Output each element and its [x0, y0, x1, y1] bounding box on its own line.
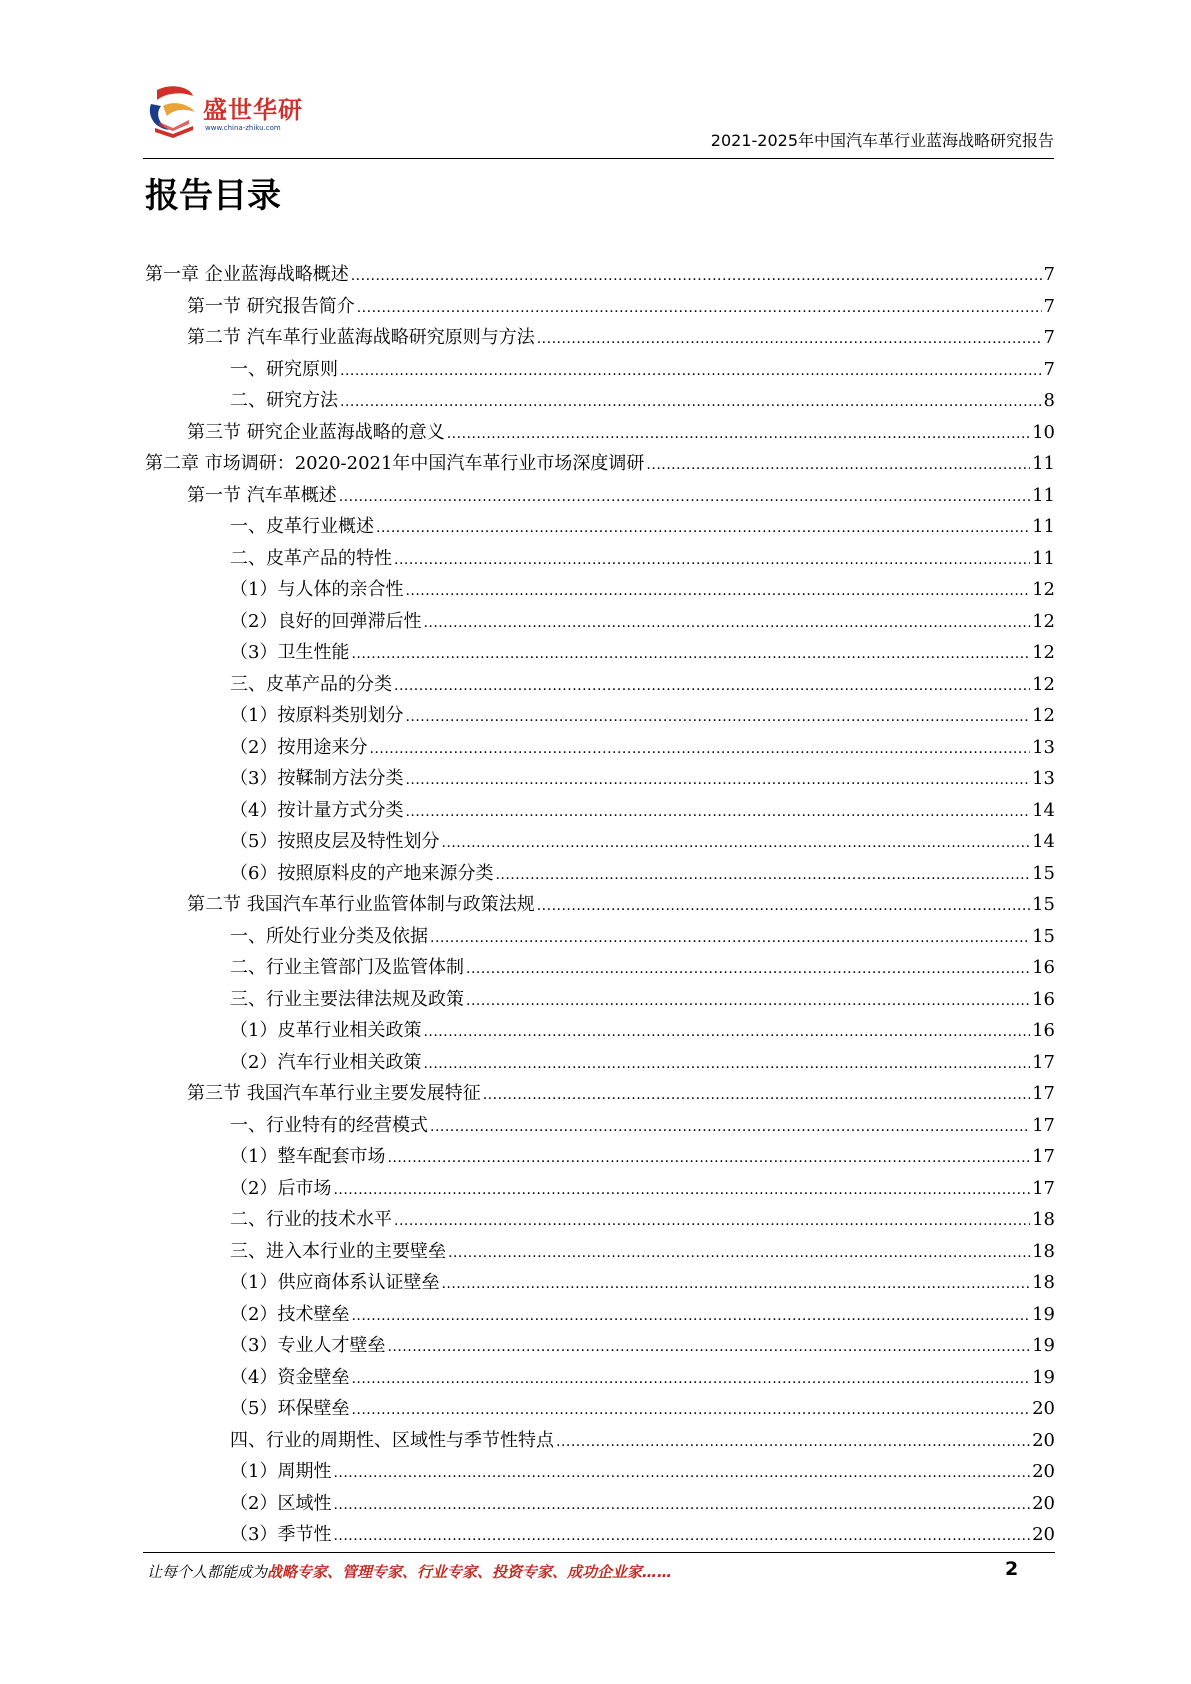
toc-entry[interactable] [145, 985, 1055, 1017]
toc-entry-page: 16 [1032, 988, 1055, 1010]
toc-entry-page: 16 [1032, 957, 1055, 978]
toc-entry-page: 19 [1032, 1303, 1055, 1325]
toc-dot-leader [495, 867, 1030, 883]
toc-entry-label: （2）按用途来分 [230, 736, 368, 758]
toc-entry[interactable] [145, 701, 1055, 733]
toc-entry-page: 15 [1032, 862, 1055, 884]
toc-entry[interactable] [145, 418, 1055, 450]
table-of-contents [145, 260, 1055, 1552]
toc-entry-page: 14 [1032, 799, 1055, 821]
page-number: 2 [1005, 1558, 1019, 1580]
toc-entry-label: （3）季节性 [230, 1524, 332, 1545]
toc-dot-leader [537, 331, 1042, 347]
toc-entry-page: 20 [1032, 1524, 1055, 1545]
toc-dot-leader [405, 804, 1030, 820]
footer-divider [143, 1552, 1055, 1553]
toc-dot-leader [423, 1056, 1030, 1072]
toc-entry-page: 20 [1032, 1492, 1055, 1514]
toc-dot-leader [646, 457, 1030, 473]
toc-dot-leader [340, 394, 1042, 410]
toc-entry[interactable] [145, 1268, 1055, 1300]
toc-entry[interactable] [145, 1111, 1055, 1143]
toc-entry[interactable] [145, 323, 1055, 355]
toc-entry-label: 第二节 汽车革行业蓝海战略研究原则与方法 [187, 327, 535, 348]
toc-entry-label: 三、进入本行业的主要壁垒 [230, 1240, 446, 1262]
toc-entry[interactable] [145, 796, 1055, 828]
toc-entry[interactable] [145, 1489, 1055, 1521]
toc-entry-label: 二、行业的技术水平 [230, 1209, 392, 1230]
toc-entry-page: 7 [1043, 327, 1055, 348]
toc-dot-leader [340, 363, 1042, 379]
toc-entry-label: （2）汽车行业相关政策 [230, 1051, 422, 1073]
toc-entry-page: 12 [1032, 579, 1055, 600]
toc-entry[interactable] [145, 1142, 1055, 1174]
toc-entry-page: 13 [1032, 736, 1055, 758]
toc-entry-page: 13 [1032, 768, 1055, 789]
toc-entry-label: 第二节 我国汽车革行业监管体制与政策法规 [187, 894, 535, 915]
toc-dot-leader [387, 1339, 1030, 1355]
toc-entry[interactable] [145, 859, 1055, 891]
toc-entry-label: （6）按照原料皮的产地来源分类 [230, 862, 494, 884]
toc-entry[interactable] [145, 1457, 1055, 1489]
toc-dot-leader [333, 1497, 1030, 1513]
toc-entry-page: 18 [1032, 1209, 1055, 1230]
toc-entry-page: 11 [1032, 484, 1055, 506]
toc-entry-page: 19 [1032, 1335, 1055, 1356]
toc-entry[interactable] [145, 1520, 1055, 1552]
toc-dot-leader [423, 615, 1030, 631]
toc-entry-label: 第一节 研究报告简介 [187, 295, 355, 317]
company-logo [143, 84, 343, 144]
toc-entry-label: （5）按照皮层及特性划分 [230, 831, 440, 852]
toc-entry-label: （1）整车配套市场 [230, 1146, 386, 1167]
toc-entry[interactable] [145, 512, 1055, 544]
toc-entry[interactable] [145, 922, 1055, 954]
toc-entry-page: 17 [1032, 1114, 1055, 1136]
page-title: 报告目录 [145, 176, 281, 216]
toc-entry-label: 二、研究方法 [230, 390, 338, 411]
toc-entry-label: （3）卫生性能 [230, 642, 350, 663]
toc-entry[interactable] [145, 575, 1055, 607]
toc-entry-label: 二、行业主管部门及监管体制 [230, 957, 464, 978]
toc-entry-page: 17 [1032, 1051, 1055, 1073]
toc-entry-label: （4）按计量方式分类 [230, 799, 404, 821]
toc-dot-leader [369, 741, 1030, 757]
toc-entry-page: 11 [1032, 453, 1055, 474]
toc-entry-page: 18 [1032, 1272, 1055, 1293]
toc-dot-leader [405, 583, 1030, 599]
toc-entry-label: （2）良好的回弹滞后性 [230, 610, 422, 632]
toc-dot-leader [351, 1371, 1030, 1387]
toc-entry-page: 17 [1032, 1083, 1055, 1104]
page-header [143, 78, 1054, 159]
toc-entry-label: （1）周期性 [230, 1461, 332, 1482]
toc-entry[interactable] [145, 1079, 1055, 1111]
toc-entry-label: （2）技术壁垒 [230, 1303, 350, 1325]
toc-entry-label: 三、皮革产品的分类 [230, 673, 392, 695]
toc-dot-leader [441, 1276, 1030, 1292]
toc-entry[interactable] [145, 544, 1055, 576]
toc-entry-label: （1）供应商体系认证壁垒 [230, 1272, 440, 1293]
report-header-title: 2021-2025年中国汽车革行业蓝海战略研究报告 [710, 131, 1054, 150]
toc-dot-leader [394, 1213, 1030, 1229]
toc-dot-leader [537, 898, 1030, 914]
toc-dot-leader [466, 961, 1030, 977]
toc-dot-leader [441, 835, 1030, 851]
toc-entry-page: 20 [1032, 1429, 1055, 1451]
toc-entry-label: 第三节 研究企业蓝海战略的意义 [187, 421, 445, 443]
toc-entry[interactable] [145, 607, 1055, 639]
toc-entry-label: （3）按鞣制方法分类 [230, 768, 404, 789]
toc-entry[interactable] [145, 1174, 1055, 1206]
logo-url: www.china-zhiku.com [205, 124, 281, 132]
toc-entry[interactable] [145, 292, 1055, 324]
toc-entry-label: （2）区域性 [230, 1492, 332, 1514]
toc-entry[interactable] [145, 1300, 1055, 1332]
toc-entry-label: 二、皮革产品的特性 [230, 547, 392, 569]
toc-entry[interactable] [145, 1426, 1055, 1458]
toc-entry[interactable] [145, 670, 1055, 702]
toc-entry-label: （1）与人体的亲合性 [230, 579, 404, 600]
toc-entry[interactable] [145, 386, 1055, 418]
toc-entry[interactable] [145, 1016, 1055, 1048]
toc-entry-page: 17 [1032, 1146, 1055, 1167]
toc-entry-label: 第三节 我国汽车革行业主要发展特征 [187, 1083, 481, 1104]
toc-dot-leader [430, 1119, 1030, 1135]
toc-dot-leader [394, 552, 1030, 568]
toc-entry[interactable] [145, 827, 1055, 859]
toc-entry-page: 16 [1032, 1020, 1055, 1041]
toc-entry-page: 7 [1043, 358, 1055, 380]
toc-entry-page: 19 [1032, 1366, 1055, 1388]
toc-entry-label: （1）按原料类别划分 [230, 705, 404, 726]
toc-entry-page: 20 [1032, 1398, 1055, 1419]
toc-entry[interactable] [145, 260, 1055, 292]
toc-dot-leader [448, 1245, 1030, 1261]
toc-entry[interactable] [145, 764, 1055, 796]
footer-slogan-prefix: 让每个人都能成为 [147, 1563, 268, 1581]
toc-entry-label: 四、行业的周期性、区域性与季节性特点 [230, 1429, 554, 1451]
logo-icon [143, 84, 203, 140]
toc-entry-page: 12 [1032, 610, 1055, 632]
toc-dot-leader [430, 930, 1030, 946]
toc-entry-label: 一、研究原则 [230, 358, 338, 380]
toc-entry-label: 第二章 市场调研：2020-2021年中国汽车革行业市场深度调研 [145, 453, 645, 474]
toc-entry[interactable] [145, 1363, 1055, 1395]
toc-entry-page: 11 [1032, 516, 1055, 537]
toc-entry-label: 一、皮革行业概述 [230, 516, 374, 537]
toc-entry[interactable] [145, 1331, 1055, 1363]
toc-dot-leader [351, 268, 1042, 284]
toc-entry-page: 12 [1032, 705, 1055, 726]
toc-entry[interactable] [145, 1394, 1055, 1426]
toc-dot-leader [447, 426, 1030, 442]
toc-entry[interactable] [145, 449, 1055, 481]
toc-dot-leader [405, 772, 1030, 788]
toc-entry[interactable] [145, 481, 1055, 513]
toc-entry-label: （2）后市场 [230, 1177, 332, 1199]
toc-entry-page: 17 [1032, 1177, 1055, 1199]
toc-dot-leader [351, 646, 1030, 662]
toc-entry-page: 18 [1032, 1240, 1055, 1262]
toc-entry-label: 一、行业特有的经营模式 [230, 1114, 428, 1136]
toc-entry-page: 8 [1043, 390, 1055, 411]
toc-dot-leader [351, 1402, 1030, 1418]
toc-entry-page: 12 [1032, 673, 1055, 695]
footer-slogan [147, 1561, 672, 1582]
toc-entry-page: 7 [1043, 295, 1055, 317]
toc-entry[interactable] [145, 890, 1055, 922]
toc-entry-page: 20 [1032, 1461, 1055, 1482]
toc-dot-leader [405, 709, 1030, 725]
toc-dot-leader [394, 678, 1030, 694]
toc-dot-leader [376, 520, 1030, 536]
toc-entry-label: 第一章 企业蓝海战略概述 [145, 264, 349, 285]
toc-dot-leader [333, 1465, 1030, 1481]
toc-entry-page: 7 [1043, 264, 1055, 285]
toc-dot-leader [423, 1024, 1030, 1040]
toc-entry-label: 一、所处行业分类及依据 [230, 925, 428, 947]
toc-entry-page: 15 [1032, 925, 1055, 947]
toc-entry-page: 14 [1032, 831, 1055, 852]
toc-entry[interactable] [145, 1205, 1055, 1237]
toc-entry[interactable] [145, 355, 1055, 387]
toc-entry-label: 三、行业主要法律法规及政策 [230, 988, 464, 1010]
toc-entry-label: （1）皮革行业相关政策 [230, 1020, 422, 1041]
toc-entry-label: （4）资金壁垒 [230, 1366, 350, 1388]
toc-entry-page: 15 [1032, 894, 1055, 915]
toc-dot-leader [339, 489, 1030, 505]
footer-slogan-emphasis: 战略专家、管理专家、行业专家、投资专家、成功企业家…… [267, 1563, 673, 1581]
toc-entry-label: （5）环保壁垒 [230, 1398, 350, 1419]
toc-entry[interactable] [145, 638, 1055, 670]
toc-entry[interactable] [145, 1048, 1055, 1080]
toc-dot-leader [357, 300, 1042, 316]
toc-entry-page: 12 [1032, 642, 1055, 663]
toc-entry[interactable] [145, 953, 1055, 985]
toc-dot-leader [483, 1087, 1030, 1103]
toc-dot-leader [556, 1434, 1030, 1450]
toc-dot-leader [387, 1150, 1030, 1166]
toc-entry[interactable] [145, 733, 1055, 765]
toc-entry-page: 11 [1032, 547, 1055, 569]
toc-entry-label: 第一节 汽车革概述 [187, 484, 337, 506]
logo-text: 盛世华研 [203, 96, 303, 124]
toc-entry[interactable] [145, 1237, 1055, 1269]
toc-entry-page: 10 [1032, 421, 1055, 443]
toc-entry-label: （3）专业人才壁垒 [230, 1335, 386, 1356]
toc-dot-leader [351, 1308, 1030, 1324]
toc-dot-leader [333, 1528, 1030, 1544]
toc-dot-leader [333, 1182, 1030, 1198]
toc-dot-leader [466, 993, 1030, 1009]
